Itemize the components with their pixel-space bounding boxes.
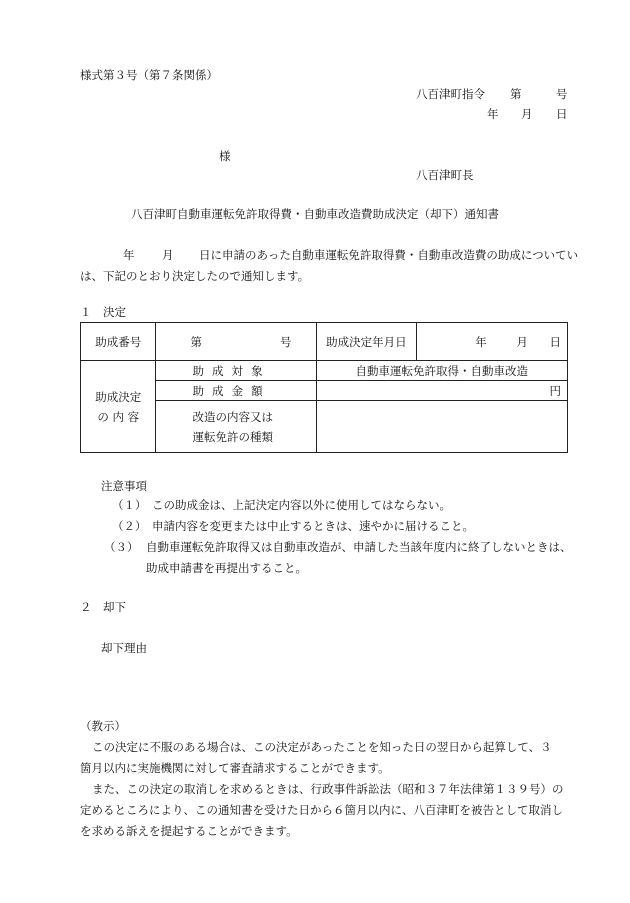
note-1-num: （１） — [112, 498, 147, 512]
intro-text-1: 日に申請のあった自動車運転免許取得費・自動車改造費の助成についてい — [199, 248, 579, 262]
detail-label-2: 運転免許の種類 — [192, 429, 273, 444]
instruction-p2c: を求める訴えを提起することができます。 — [80, 824, 298, 838]
issuer-code: 八百津町指令 — [416, 87, 485, 101]
decision-date-cell — [417, 323, 568, 361]
instruction-p1a: この決定に不服のある場合は、この決定があったことを知った日の翌日から起算して、３ — [92, 740, 552, 754]
note-1-text: この助成金は、上記決定内容以外に使用してはならない。 — [152, 498, 451, 512]
note-3-cont: 助成申請書を再提出すること。 — [146, 561, 307, 575]
instruction-p2b: 定めるところにより、この通知書を受けた日から６箇月以内に、八百津町を被告として取消し — [80, 803, 563, 817]
form-id: 様式第３号（第７条関係） — [80, 68, 218, 82]
decision-month: 月 — [516, 334, 528, 349]
recipient-suffix: 様 — [219, 149, 231, 163]
subject-label: 助成対象 — [156, 361, 316, 381]
detail-value — [316, 401, 567, 453]
amount-label: 助成金額 — [156, 381, 316, 401]
intro-month: 月 — [162, 248, 174, 262]
content-label-2: の 内 容 — [97, 409, 140, 424]
number-no: 第 — [190, 334, 202, 349]
date-year: 年 — [487, 107, 499, 121]
number-label: 助成番号 — [81, 323, 156, 361]
instruction-p2a: また、この決定の取消しを求めるときは、行政事件訴訟法（昭和３７年法律第１３９号）の — [92, 782, 564, 796]
notes-heading: 注意事項 — [101, 479, 147, 493]
note-3-text: 自動車運転免許取得又は自動車改造が、申請した当該年度内に終了しないときは、 — [146, 540, 572, 554]
section-decision-heading: １ 決定 — [80, 305, 126, 319]
section-reject-heading: ２ 却下 — [80, 600, 126, 614]
document-title: 八百津町自動車運転免許取得費・自動車改造費助成決定（却下）通知書 — [131, 207, 499, 221]
decision-date-label: 助成決定年月日 — [316, 323, 417, 361]
decision-table — [80, 322, 568, 453]
detail-label-1: 改造の内容又は — [192, 409, 273, 424]
reject-reason-label: 却下理由 — [101, 641, 147, 655]
note-2-num: （２） — [112, 519, 147, 533]
intro-year: 年 — [123, 248, 135, 262]
decision-year: 年 — [475, 334, 487, 349]
amount-value: 円 — [316, 381, 567, 401]
number-cell — [156, 323, 316, 361]
issuer-name: 八百津町長 — [416, 168, 474, 182]
ref-go: 号 — [556, 87, 568, 101]
date-month: 月 — [521, 107, 533, 121]
intro-text-2: は、下記のとおり決定したので通知します。 — [80, 269, 310, 283]
subject-value: 自動車運転免許取得・自動車改造 — [316, 361, 567, 381]
date-day: 日 — [556, 107, 568, 121]
content-label-1: 助成決定 — [95, 389, 142, 404]
note-3-num: （３） — [104, 540, 139, 554]
content-label — [81, 361, 156, 453]
number-go: 号 — [280, 334, 292, 349]
decision-day: 日 — [549, 334, 561, 349]
detail-label — [156, 401, 316, 453]
ref-no: 第 — [510, 87, 522, 101]
note-2-text: 申請内容を変更または中止するときは、速やかに届けること。 — [152, 519, 474, 533]
instruction-p1b: 箇月以内に実施機関に対して審査請求することができます。 — [80, 761, 390, 775]
instruction-heading: （教示） — [80, 719, 126, 733]
